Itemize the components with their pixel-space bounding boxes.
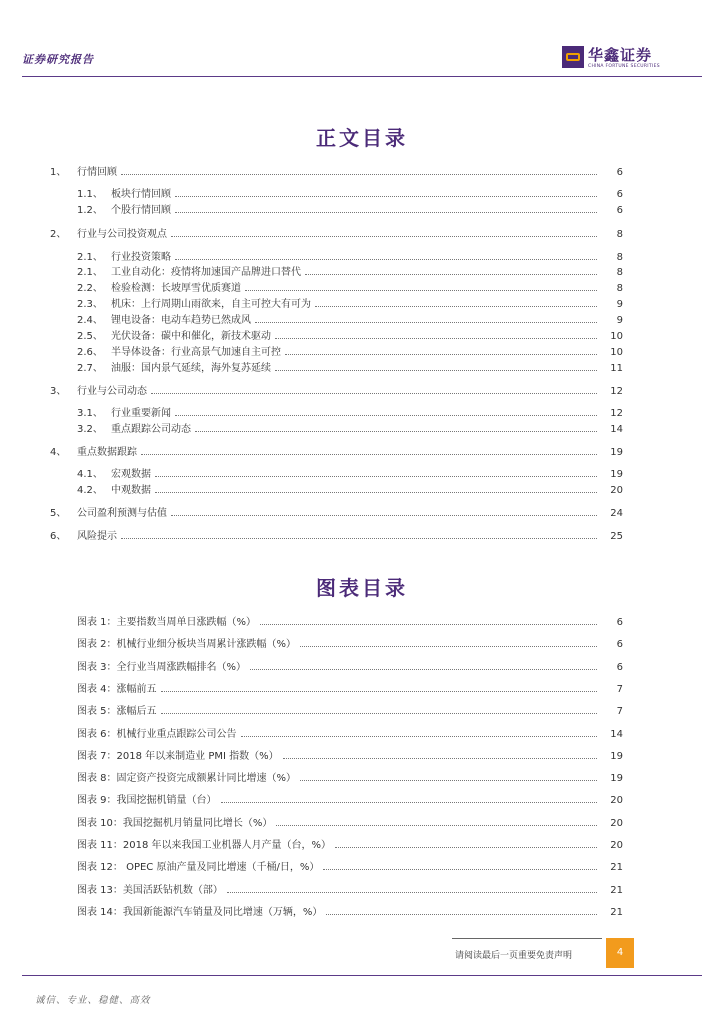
- toc-dot-leader: [141, 445, 597, 455]
- figure-entry-label: 图表 5：涨幅后五: [77, 706, 157, 718]
- toc-entry[interactable]: [77, 481, 623, 495]
- toc-entry-page: 8: [616, 229, 623, 240]
- toc-entry[interactable]: [77, 343, 623, 357]
- toc-entry-number: 2.3、: [77, 299, 103, 310]
- figure-entry[interactable]: [77, 769, 623, 783]
- toc-entry-label: 重点跟踪公司动态: [111, 424, 191, 435]
- toc-entry-label: 锂电设备：电动车趋势已然成风: [111, 315, 251, 326]
- toc-entry[interactable]: [77, 295, 623, 309]
- toc-entry-page: 9: [616, 299, 623, 310]
- figure-entry[interactable]: [77, 747, 623, 761]
- toc-entry-label: 工业自动化：疫情将加速国产品牌进口替代: [111, 267, 301, 278]
- figure-entry-page: 20: [610, 840, 623, 851]
- toc-entry-number: 2.2、: [77, 283, 103, 294]
- toc-entry-number: 2.5、: [77, 331, 103, 342]
- toc-entry-page: 24: [610, 508, 623, 519]
- figure-dot-leader: [161, 704, 597, 714]
- toc-entry[interactable]: [50, 527, 623, 541]
- toc-entry-number: 2、: [50, 229, 67, 240]
- toc-dot-leader: [245, 281, 597, 291]
- logo-chinese-name: 华鑫证券: [588, 46, 653, 64]
- toc-entry[interactable]: [50, 443, 623, 457]
- toc-entry[interactable]: [77, 263, 623, 277]
- figure-entry-label: 图表 8：固定资产投资完成额累计同比增速（%）: [77, 773, 297, 785]
- toc-entry-number: 3.2、: [77, 424, 103, 435]
- toc-dot-leader: [121, 165, 597, 175]
- figure-entry-label: 图表 13：美国活跃钻机数（部）: [77, 884, 223, 896]
- toc-dot-leader: [155, 483, 597, 493]
- toc-entry-label: 风险提示: [77, 531, 117, 542]
- figure-entry-page: 6: [616, 617, 623, 628]
- toc-entry[interactable]: [77, 279, 623, 293]
- figure-dot-leader: [227, 883, 597, 893]
- toc-entry-label: 行业投资策略: [111, 252, 171, 263]
- toc-entry-label: 半导体设备：行业高景气加速自主可控: [111, 347, 281, 358]
- toc-entry-number: 4.2、: [77, 485, 103, 496]
- toc-entry[interactable]: [77, 465, 623, 479]
- toc-entry-page: 20: [610, 485, 623, 496]
- toc-dot-leader: [315, 297, 597, 307]
- figure-entry-page: 20: [610, 795, 623, 807]
- toc-entry-label: 检验检测：长坡厚雪优质赛道: [111, 283, 241, 294]
- toc-dot-leader: [175, 406, 597, 416]
- figure-entry-label: 图表 1：主要指数当周单日涨跌幅（%）: [77, 617, 257, 628]
- toc-dot-leader: [121, 529, 597, 539]
- figure-dot-leader: [276, 816, 597, 826]
- company-logo: [562, 44, 692, 74]
- toc-entry[interactable]: [50, 382, 623, 396]
- figure-entry[interactable]: [77, 680, 623, 694]
- figure-dot-leader: [300, 771, 597, 781]
- figure-entry-page: 7: [616, 706, 623, 718]
- toc-dot-leader: [285, 345, 597, 355]
- toc-entry-number: 6、: [50, 531, 67, 542]
- toc-entry[interactable]: [77, 359, 623, 373]
- toc-entry-number: 2.1、: [77, 252, 103, 263]
- figure-entry[interactable]: [77, 702, 623, 716]
- toc-dot-leader: [275, 361, 597, 371]
- figure-entry-label: 图表 3：全行业当周涨跌幅排名（%）: [77, 661, 247, 673]
- header-divider: [22, 76, 702, 77]
- figure-entry-page: 20: [610, 817, 623, 829]
- toc-entry-number: 5、: [50, 508, 67, 519]
- toc-entry-number: 1.2、: [77, 205, 103, 216]
- toc-entry-page: 19: [610, 447, 623, 458]
- toc-entry-number: 2.6、: [77, 347, 103, 358]
- toc-entry-page: 12: [610, 408, 623, 419]
- toc-dot-leader: [171, 506, 597, 516]
- figure-dot-leader: [221, 793, 597, 803]
- figure-entry[interactable]: [77, 791, 623, 805]
- company-motto: 诚信、专业、稳健、高效: [35, 995, 151, 1006]
- toc-entry-page: 8: [616, 283, 623, 294]
- figure-entry-label: 图表 2：机械行业细分板块当周累计涨跌幅（%）: [77, 639, 297, 651]
- toc-entry-number: 3、: [50, 386, 67, 397]
- figure-entry[interactable]: [77, 858, 623, 872]
- toc-entry-label: 公司盈利预测与估值: [77, 508, 167, 519]
- toc-entry[interactable]: [77, 420, 623, 434]
- toc-entry-page: 10: [610, 331, 623, 342]
- figure-entry-page: 19: [610, 773, 623, 785]
- toc-entry-label: 板块行情回顾: [111, 189, 171, 200]
- figure-entry-label: 图表 14：我国新能源汽车销量及同比增速（万辆，%）: [77, 906, 323, 918]
- figure-entry-label: 图表 10：我国挖掘机月销量同比增长（%）: [77, 817, 273, 829]
- toc-entry[interactable]: [77, 201, 623, 215]
- figure-entry[interactable]: [77, 903, 623, 917]
- toc-entry-number: 4、: [50, 447, 67, 458]
- toc-entry-page: 6: [616, 189, 623, 200]
- toc-entry-number: 2.7、: [77, 363, 103, 374]
- figure-entry-page: 21: [610, 862, 623, 874]
- logo-mark-icon: [562, 46, 584, 68]
- toc-entry-number: 4.1、: [77, 469, 103, 480]
- figure-entry-page: 21: [610, 884, 623, 896]
- toc-dot-leader: [305, 265, 597, 275]
- report-header-title: 证券研究报告: [22, 53, 94, 66]
- figure-entry[interactable]: [77, 613, 623, 627]
- toc-entry[interactable]: [77, 248, 623, 262]
- toc-entry-label: 行情回顾: [77, 167, 117, 178]
- figure-dot-leader: [323, 860, 597, 870]
- toc-entry-label: 个股行情回顾: [111, 205, 171, 216]
- figure-entry[interactable]: [77, 814, 623, 828]
- toc-dot-leader: [175, 250, 597, 260]
- toc-entry-label: 油服：国内景气延续，海外复苏延续: [111, 363, 271, 374]
- figure-entry-page: 21: [610, 906, 623, 918]
- toc-entry-label: 行业重要新闻: [111, 408, 171, 419]
- toc-entry-page: 14: [610, 424, 623, 435]
- toc-entry[interactable]: [50, 504, 623, 518]
- toc-entry-number: 1.1、: [77, 189, 103, 200]
- toc-entry-page: 25: [610, 531, 623, 542]
- disclaimer-note: 请阅读最后一页重要免责声明: [455, 951, 573, 961]
- toc-entry-page: 11: [610, 363, 623, 374]
- figure-dot-leader: [300, 637, 597, 647]
- figure-entry-label: 图表 9：我国挖掘机销量（台）: [77, 795, 217, 807]
- figure-dot-leader: [283, 749, 597, 759]
- toc-dot-leader: [195, 422, 597, 432]
- toc-dot-leader: [155, 467, 597, 477]
- toc-entry-page: 6: [616, 167, 623, 178]
- toc-entry[interactable]: [77, 311, 623, 325]
- logo-english-name: CHINA FORTUNE SECURITIES: [588, 64, 660, 69]
- toc-entry-label: 机床：上行周期山雨欲来，自主可控大有可为: [111, 299, 311, 310]
- toc-entry[interactable]: [50, 225, 623, 239]
- toc-entry[interactable]: [77, 327, 623, 341]
- figure-entry-label: 图表 12： OPEC 原油产量及同比增速（千桶/日，%）: [77, 862, 320, 874]
- toc-entry[interactable]: [77, 404, 623, 418]
- page-number: 4: [606, 938, 634, 968]
- toc-dot-leader: [255, 313, 597, 323]
- toc-entry-label: 宏观数据: [111, 469, 151, 480]
- figure-dot-leader: [250, 660, 597, 670]
- figure-dot-leader: [260, 615, 597, 625]
- toc-entry-label: 行业与公司投资观点: [77, 229, 167, 240]
- figure-entry-label: 图表 7：2018 年以来制造业 PMI 指数（%）: [77, 750, 279, 762]
- figure-entry[interactable]: [77, 881, 623, 895]
- figure-dot-leader: [335, 838, 597, 848]
- toc-entry-number: 1、: [50, 167, 67, 178]
- toc-dot-leader: [175, 187, 597, 197]
- toc-dot-leader: [151, 384, 597, 394]
- toc-entry-label: 重点数据跟踪: [77, 447, 137, 458]
- figure-entry-label: 图表 6：机械行业重点跟踪公司公告: [77, 728, 237, 740]
- toc-entry-number: 3.1、: [77, 408, 103, 419]
- figure-dot-leader: [161, 682, 597, 692]
- toc-entry-page: 9: [616, 315, 623, 326]
- toc-entry-number: 2.4、: [77, 315, 103, 326]
- toc-entry-page: 6: [616, 205, 623, 216]
- figure-entry-page: 6: [616, 639, 623, 651]
- figure-entry-page: 19: [610, 750, 623, 762]
- figure-entry[interactable]: [77, 836, 623, 850]
- figure-dot-leader: [241, 727, 597, 737]
- figure-entry-page: 6: [616, 661, 623, 673]
- toc-entry-page: 12: [610, 386, 623, 397]
- toc-entry-label: 中观数据: [111, 485, 151, 496]
- figure-entry[interactable]: [77, 725, 623, 739]
- figure-entry[interactable]: [77, 658, 623, 672]
- toc-title: 正文目录: [316, 126, 408, 150]
- toc-dot-leader: [175, 203, 597, 213]
- toc-entry-label: 行业与公司动态: [77, 386, 147, 397]
- figure-entry-page: 14: [610, 728, 623, 740]
- toc-entry-page: 8: [616, 252, 623, 263]
- figure-entry-label: 图表 11：2018 年以来我国工业机器人月产量（台，%）: [77, 840, 332, 851]
- toc-entry[interactable]: [77, 185, 623, 199]
- figure-dot-leader: [326, 905, 597, 915]
- footer-divider: [22, 975, 702, 976]
- toc-dot-leader: [171, 227, 597, 237]
- figure-entry-page: 7: [616, 683, 623, 695]
- toc-entry-page: 8: [616, 267, 623, 278]
- toc-dot-leader: [275, 329, 597, 339]
- toc-entry-page: 19: [610, 469, 623, 480]
- figure-list-title: 图表目录: [316, 576, 408, 600]
- toc-entry-page: 10: [610, 347, 623, 358]
- figure-entry-label: 图表 4：涨幅前五: [77, 683, 157, 695]
- toc-entry-label: 光伏设备：碳中和催化，新技术驱动: [111, 331, 271, 342]
- toc-entry-number: 2.1、: [77, 267, 103, 278]
- toc-entry[interactable]: [50, 163, 623, 177]
- figure-entry[interactable]: [77, 635, 623, 649]
